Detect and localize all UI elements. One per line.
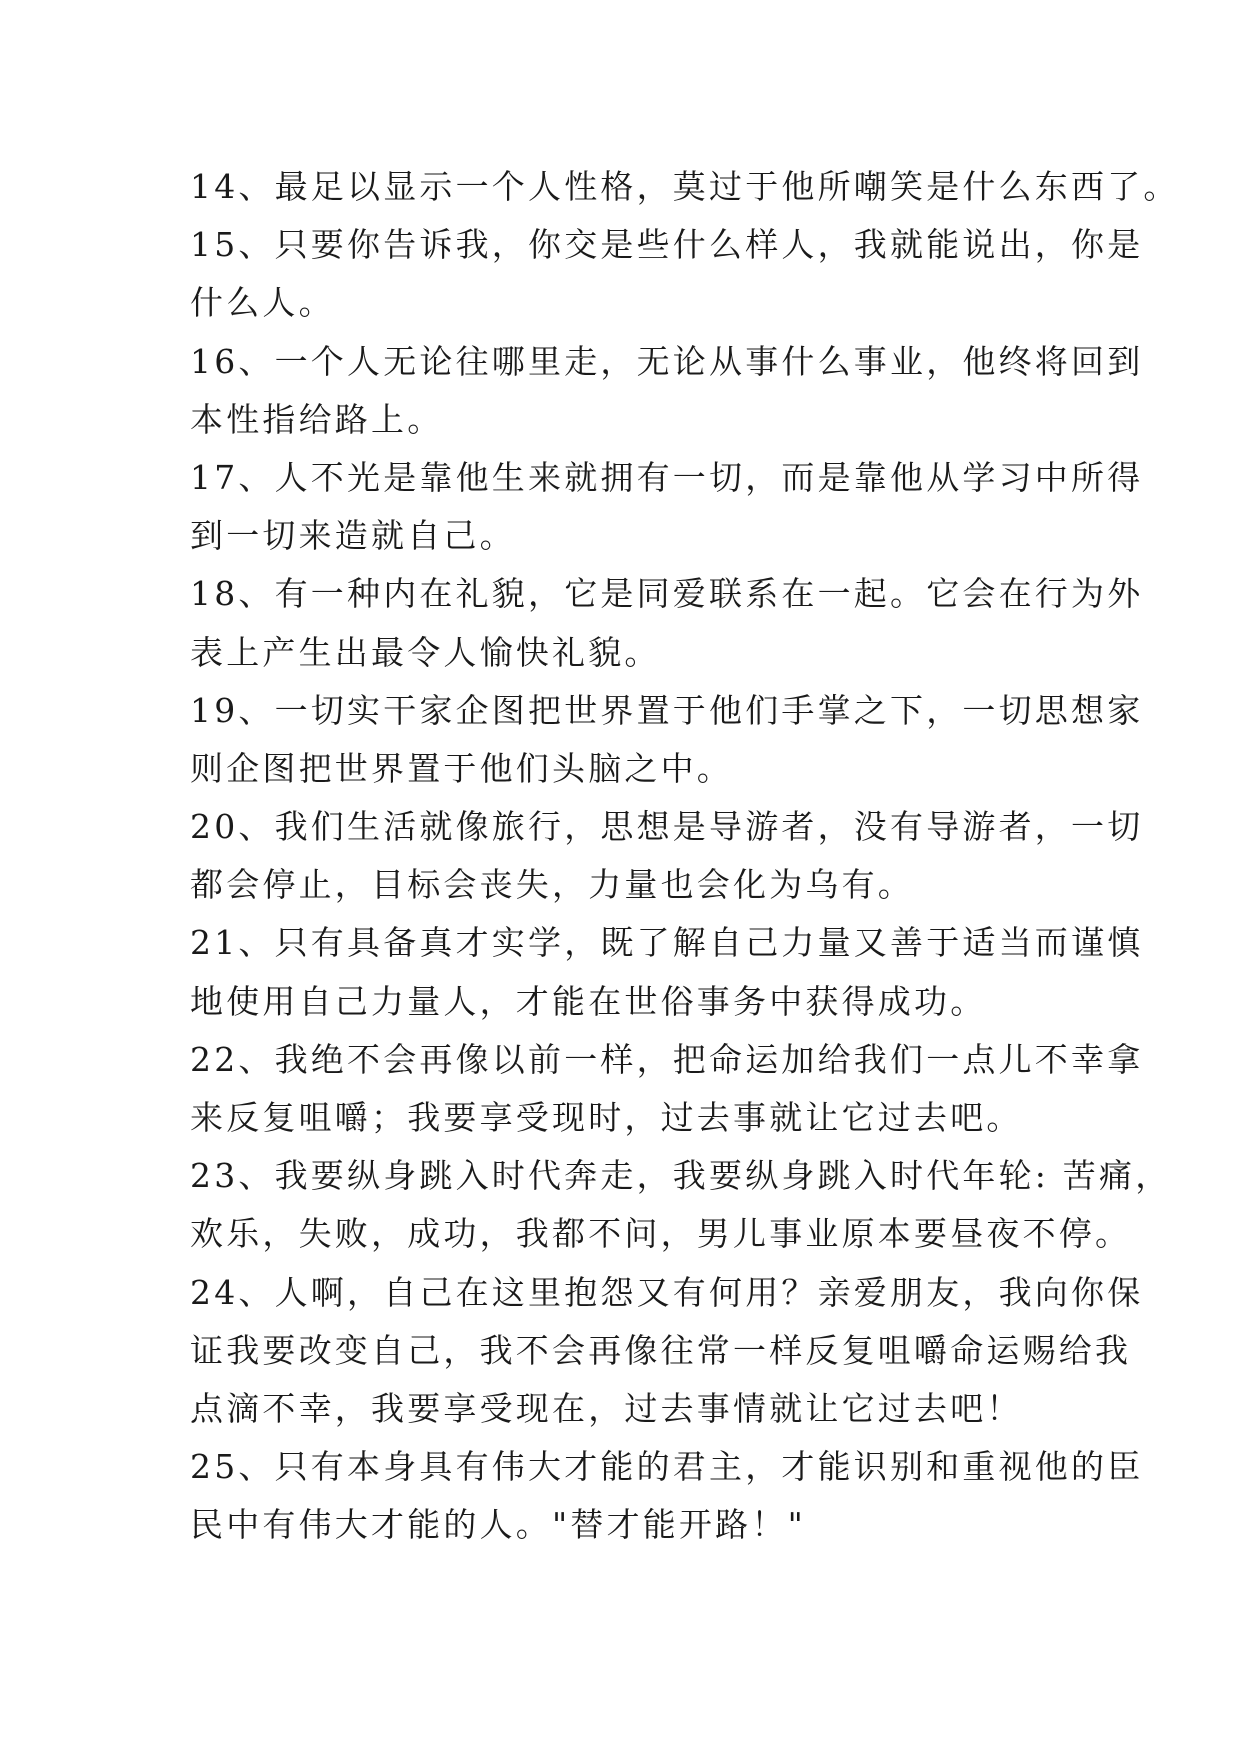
text-line: 22、我绝不会再像以前一样，把命运加给我们一点儿不幸拿 (190, 1039, 1144, 1079)
text-line: 到一切来造就自己。 (190, 516, 516, 556)
text-line: 25、只有本身具有伟大才能的君主，才能识别和重视他的臣 (190, 1447, 1144, 1487)
text-line: 19、一切实干家企图把世界置于他们手掌之下，一切思想家 (190, 690, 1144, 730)
text-line: 表上产生出最令人愉快礼貌。 (190, 632, 661, 672)
text-line: 21、只有具备真才实学，既了解自己力量又善于适当而谨慎 (190, 923, 1144, 963)
text-line: 都会停止，目标会丧失，力量也会化为乌有。 (190, 865, 914, 905)
text-line: 23、我要纵身跳入时代奔走，我要纵身跳入时代年轮: 苦痛， (190, 1156, 1172, 1196)
text-line: 民中有伟大才能的人。"替才能开路！" (190, 1505, 806, 1545)
text-line: 来反复咀嚼；我要享受现时，过去事就让它过去吧。 (190, 1098, 1023, 1137)
text-line: 什么人。 (190, 283, 335, 323)
text-line: 地使用自己力量人，才能在世俗事务中获得成功。 (190, 981, 987, 1021)
document-body (190, 158, 1180, 1555)
text-line: 欢乐，失败，成功，我都不问，男儿事业原本要昼夜不停。 (190, 1214, 1132, 1254)
text-line: 16、一个人无论往哪里走，无论从事什么事业，他终将回到 (190, 341, 1144, 381)
text-line: 证我要改变自己，我不会再像往常一样反复咀嚼命运赐给我 (190, 1330, 1132, 1370)
text-line: 14、最足以显示一个人性格，莫过于他所嘲笑是什么东西了。 (190, 167, 1180, 206)
text-line: 18、有一种内在礼貌，它是同爱联系在一起。它会在行为外 (190, 574, 1144, 614)
text-line: 17、人不光是靠他生来就拥有一切，而是靠他从学习中所得 (190, 457, 1144, 497)
text-line: 则企图把世界置于他们头脑之中。 (190, 748, 733, 788)
text-line: 24、人啊，自己在这里抱怨又有何用？亲爱朋友，我向你保 (190, 1272, 1144, 1312)
text-line: 15、只要你告诉我，你交是些什么样人，我就能说出，你是 (190, 225, 1144, 265)
text-line: 本性指给路上。 (190, 399, 444, 439)
text-line: 点滴不幸，我要享受现在，过去事情就让它过去吧！ (190, 1388, 1023, 1428)
text-line: 20、我们生活就像旅行，思想是导游者，没有导游者，一切 (190, 807, 1144, 847)
